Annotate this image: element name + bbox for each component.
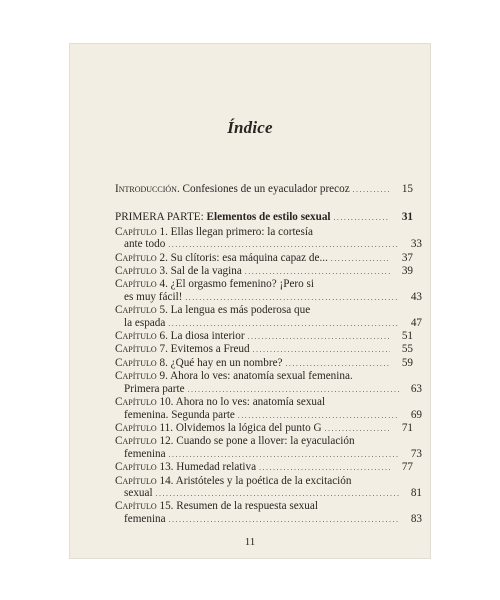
part-label: PRIMERA PARTE: bbox=[115, 211, 204, 224]
leader-dots bbox=[286, 357, 390, 370]
leader-dots bbox=[156, 487, 399, 500]
chapter-title: La lengua es más poderosa que bbox=[170, 304, 311, 317]
intro-title: Confesiones de un eyaculador precoz bbox=[182, 183, 350, 195]
chapter-label: Capítulo 15. bbox=[115, 500, 174, 513]
chapter-title-cont: Primera parte bbox=[124, 382, 185, 395]
chapter-title-cont: es muy fácil! bbox=[124, 290, 183, 303]
page-number: 15 bbox=[401, 183, 413, 195]
page-number: 43 bbox=[410, 290, 422, 303]
toc-entry-capitulo-1 bbox=[115, 225, 422, 252]
leader-dots bbox=[188, 383, 399, 396]
chapter-title: Cuando se pone a llover: la eyaculación bbox=[176, 435, 355, 448]
toc-entry-capitulo-2 bbox=[115, 252, 413, 265]
toc-entry-capitulo-9 bbox=[115, 370, 422, 396]
toc-entry-capitulo-7 bbox=[115, 343, 413, 356]
leader-dots bbox=[248, 330, 390, 343]
chapter-title-cont: femenina bbox=[124, 447, 166, 460]
chapter-title: Evitemos a Freud bbox=[170, 343, 250, 356]
chapter-title: Humedad relativa bbox=[176, 461, 257, 474]
page-title: Índice bbox=[227, 118, 273, 137]
leader-dots bbox=[238, 409, 399, 422]
page-number: 55 bbox=[401, 343, 413, 356]
chapter-label: Capítulo 3. bbox=[115, 265, 168, 278]
page-number: 31 bbox=[401, 211, 413, 224]
toc-entry-capitulo-4 bbox=[115, 278, 422, 304]
folio-page-number: 11 bbox=[244, 536, 256, 548]
page-number: 71 bbox=[401, 421, 413, 434]
chapter-label: Capítulo 12. bbox=[115, 435, 174, 448]
chapter-title: Sal de la vagina bbox=[170, 265, 242, 278]
toc-entry-capitulo-3 bbox=[115, 265, 413, 278]
toc-entry-capitulo-14 bbox=[115, 474, 422, 501]
chapter-title: Ahora no lo ves: anatomía sexual bbox=[175, 396, 326, 409]
chapter-label: Capítulo 13. bbox=[115, 461, 174, 474]
chapter-title: Aristóteles y la poética de la excitación bbox=[175, 474, 352, 487]
toc-entry-capitulo-12 bbox=[115, 435, 422, 461]
leader-dots bbox=[169, 448, 399, 461]
chapter-label: Capítulo 14. bbox=[115, 474, 174, 487]
leader-dots bbox=[253, 343, 390, 356]
chapter-label: Capítulo 11. bbox=[115, 421, 174, 434]
chapter-label: Capítulo 5. bbox=[115, 304, 168, 317]
page-number: 69 bbox=[410, 408, 422, 421]
chapter-label: Capítulo 4. bbox=[115, 278, 168, 291]
chapter-label: Capítulo 8. bbox=[115, 356, 168, 369]
page-number: 81 bbox=[410, 486, 422, 499]
page-number: 83 bbox=[410, 512, 422, 525]
chapter-title: Su clítoris: esa máquina capaz de... bbox=[170, 251, 328, 264]
leader-dots bbox=[353, 183, 390, 196]
toc-entry-capitulo-15 bbox=[115, 500, 422, 526]
toc-entry-capitulo-8 bbox=[115, 357, 413, 370]
leader-dots bbox=[169, 513, 399, 526]
leader-dots bbox=[334, 211, 390, 224]
chapter-title-cont: femenina bbox=[124, 512, 166, 525]
page-number: 39 bbox=[401, 265, 413, 278]
toc-entry-introduccion bbox=[115, 183, 413, 196]
chapter-label: Capítulo 1. bbox=[115, 225, 168, 238]
page-number: 73 bbox=[410, 447, 422, 460]
leader-dots bbox=[245, 265, 390, 278]
chapter-list bbox=[115, 225, 422, 526]
chapter-title: Resumen de la respuesta sexual bbox=[176, 500, 318, 513]
chapter-title-cont: la espada bbox=[124, 316, 166, 329]
page-number: 77 bbox=[401, 461, 413, 474]
toc-entry-primera-parte bbox=[115, 211, 413, 224]
book-page bbox=[70, 44, 430, 558]
chapter-title-cont: femenina. Segunda parte bbox=[124, 408, 235, 421]
leader-dots bbox=[168, 317, 399, 330]
chapter-title: ¿Qué hay en un nombre? bbox=[170, 356, 283, 369]
leader-dots bbox=[331, 252, 390, 265]
chapter-title: Ellas llegan primero: la cortesía bbox=[170, 225, 313, 238]
table-of-contents bbox=[115, 183, 422, 526]
page-number: 47 bbox=[410, 316, 422, 329]
intro-label: Introducción. bbox=[115, 183, 180, 195]
chapter-title-cont: sexual bbox=[124, 486, 153, 499]
chapter-title: Olvidemos la lógica del punto G bbox=[175, 421, 322, 434]
leader-dots bbox=[185, 291, 399, 304]
leader-dots bbox=[325, 422, 390, 435]
leader-dots bbox=[168, 238, 399, 251]
toc-entry-capitulo-13 bbox=[115, 461, 413, 474]
page-number: 59 bbox=[401, 356, 413, 369]
toc-entry-capitulo-10 bbox=[115, 396, 422, 422]
chapter-title: ¿El orgasmo femenino? ¡Pero si bbox=[170, 278, 315, 291]
page-number: 33 bbox=[410, 238, 422, 251]
chapter-label: Capítulo 9. bbox=[115, 370, 168, 383]
toc-entry-capitulo-5 bbox=[115, 304, 422, 330]
chapter-label: Capítulo 7. bbox=[115, 343, 168, 356]
part-title: Elementos de estilo sexual bbox=[206, 211, 331, 224]
leader-dots bbox=[259, 461, 390, 474]
toc-entry-capitulo-11 bbox=[115, 422, 413, 435]
chapter-label: Capítulo 2. bbox=[115, 251, 168, 264]
chapter-label: Capítulo 10. bbox=[115, 396, 174, 409]
page-number: 37 bbox=[401, 251, 413, 264]
chapter-label: Capítulo 6. bbox=[115, 330, 168, 343]
page-number: 51 bbox=[401, 330, 413, 343]
toc-entry-capitulo-6 bbox=[115, 330, 413, 343]
chapter-title-cont: ante todo bbox=[124, 238, 166, 251]
chapter-title: Ahora lo ves: anatomía sexual femenina. bbox=[170, 370, 353, 383]
chapter-title: La diosa interior bbox=[170, 330, 245, 343]
page-number: 63 bbox=[410, 382, 422, 395]
